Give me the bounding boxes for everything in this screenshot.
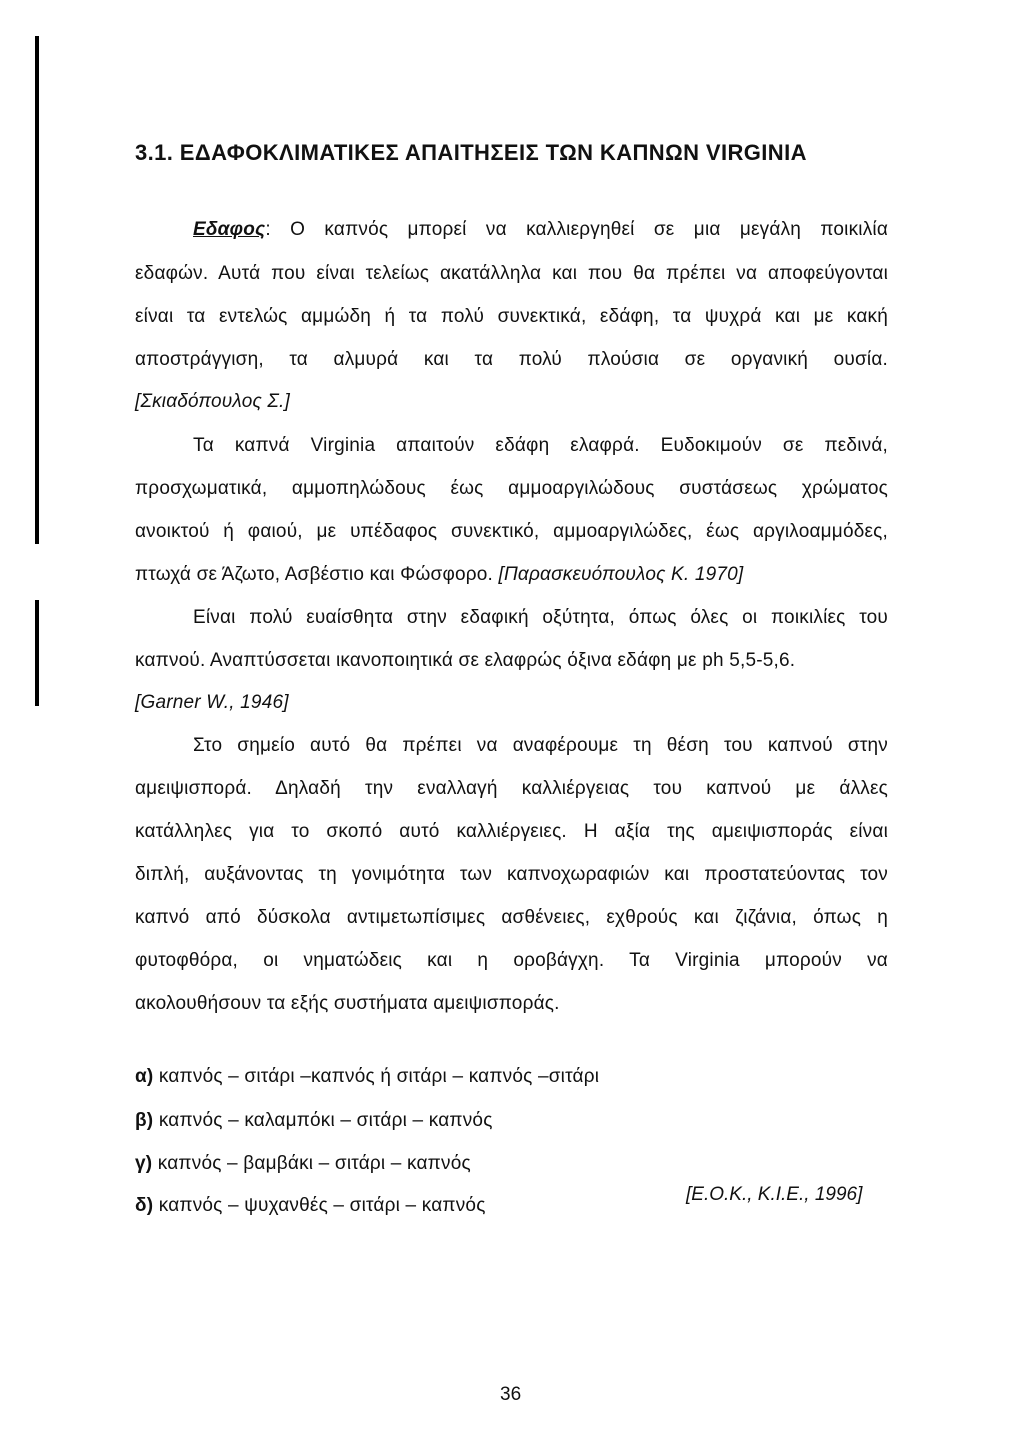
- rotation-text: καπνός – βαμβάκι – σιτάρι – καπνός: [157, 1153, 471, 1174]
- paragraph-line: Τα καπνά Virginia απαιτούν εδάφη ελαφρά. Ευδοκιμούν σε πεδινά,: [193, 435, 888, 456]
- paragraph-line: ανοικτού ή φαιού, με υπέδαφος συνεκτικό, αμμοαργιλώδες, έως αργιλοαμμόδες,: [135, 521, 888, 542]
- rotation-text: καπνός – καλαμπόκι – σιτάρι – καπνός: [158, 1110, 493, 1131]
- paragraph-line: αποστράγγιση, τα αλμυρά και τα πολύ πλούσια σε οργανική ουσία.: [135, 349, 888, 370]
- margin-bar: [35, 600, 39, 706]
- rotation-letter: γ): [135, 1153, 153, 1174]
- section-heading: 3.1. ΕΔΑΦΟΚΛΙΜΑΤΙΚΕΣ ΑΠΑΙΤΗΣΕΙΣ ΤΩΝ ΚΑΠΝΩΝ VIRGINIA: [135, 140, 807, 165]
- rotation-text: καπνός – ψυχανθές – σιτάρι – καπνός: [158, 1195, 486, 1216]
- paragraph-line: Στο σημείο αυτό θα πρέπει να αναφέρουμε τη θέση του καπνού στην: [193, 735, 888, 756]
- paragraph-line: αμειψισπορά. Δηλαδή την εναλλαγή καλλιέργειας του καπνού με άλλες: [135, 778, 888, 799]
- paragraph-line: ακολουθήσουν τα εξής συστήματα αμειψισποράς.: [135, 993, 560, 1014]
- paragraph-text: : Ο καπνός μπορεί να καλλιεργηθεί σε μια μεγάλη ποικιλία: [265, 219, 888, 240]
- rotation-letter: δ): [135, 1195, 154, 1216]
- margin-bar: [35, 36, 39, 544]
- rotation-letter: β): [135, 1110, 154, 1131]
- soil-label: Εδαφος: [193, 219, 266, 240]
- rotation-item: [135, 1152, 888, 1176]
- paragraph-line: εδαφών. Αυτά που είναι τελείως ακατάλληλα και που θα πρέπει να αποφεύγονται: [135, 263, 888, 284]
- paragraph-line: προσχωματικά, αμμοπηλώδους έως αμμοαργιλώδους συστάσεως χρώματος: [135, 478, 888, 499]
- citation: [Σκιαδόπουλος Σ.]: [135, 391, 290, 412]
- paragraph-line: φυτοφθόρα, οι νηματώδεις και η οροβάγχη. Τα Virginia μπορούν να: [135, 950, 888, 971]
- citation: [Garner W., 1946]: [135, 692, 289, 713]
- rotation-letter: α): [135, 1066, 154, 1087]
- rotation-item: [135, 1194, 635, 1218]
- paragraph-line: κατάλληλες για το σκοπό αυτό καλλιέργειες. Η αξία της αμειψισποράς είναι: [135, 821, 888, 842]
- paragraph-line: [193, 218, 888, 242]
- rotation-item: [135, 1109, 888, 1133]
- paragraph-line: [135, 563, 888, 587]
- paragraph-line: καπνό από δύσκολα αντιμετωπίσιμες ασθένειες, εχθρούς και ζιζάνια, όπως η: [135, 907, 888, 928]
- paragraph-text: πτωχά σε Άζωτο, Ασβέστιο και Φώσφορο.: [135, 564, 493, 585]
- citation: [Παρασκευόπουλος Κ. 1970]: [498, 564, 744, 585]
- paragraph-line: είναι τα εντελώς αμμώδη ή τα πολύ συνεκτικά, εδάφη, τα ψυχρά και με κακή: [135, 306, 888, 327]
- final-citation: [Ε.Ο.Κ., Κ.Ι.Ε., 1996]: [686, 1184, 863, 1205]
- rotation-text: καπνός – σιτάρι –καπνός ή σιτάρι – καπνός –σιτάρι: [158, 1066, 600, 1087]
- paragraph-line: καπνού. Αναπτύσσεται ικανοποιητικά σε ελαφρώς όξινα εδάφη με ph 5,5-5,6.: [135, 650, 796, 671]
- rotation-item: [135, 1065, 888, 1089]
- paragraph-line: διπλή, αυξάνοντας τη γονιμότητα των καπνοχωραφιών και προστατεύοντας τον: [135, 864, 888, 885]
- paragraph-line: Είναι πολύ ευαίσθητα στην εδαφική οξύτητα, όπως όλες οι ποικιλίες του: [193, 607, 888, 628]
- page-number: 36: [500, 1384, 522, 1405]
